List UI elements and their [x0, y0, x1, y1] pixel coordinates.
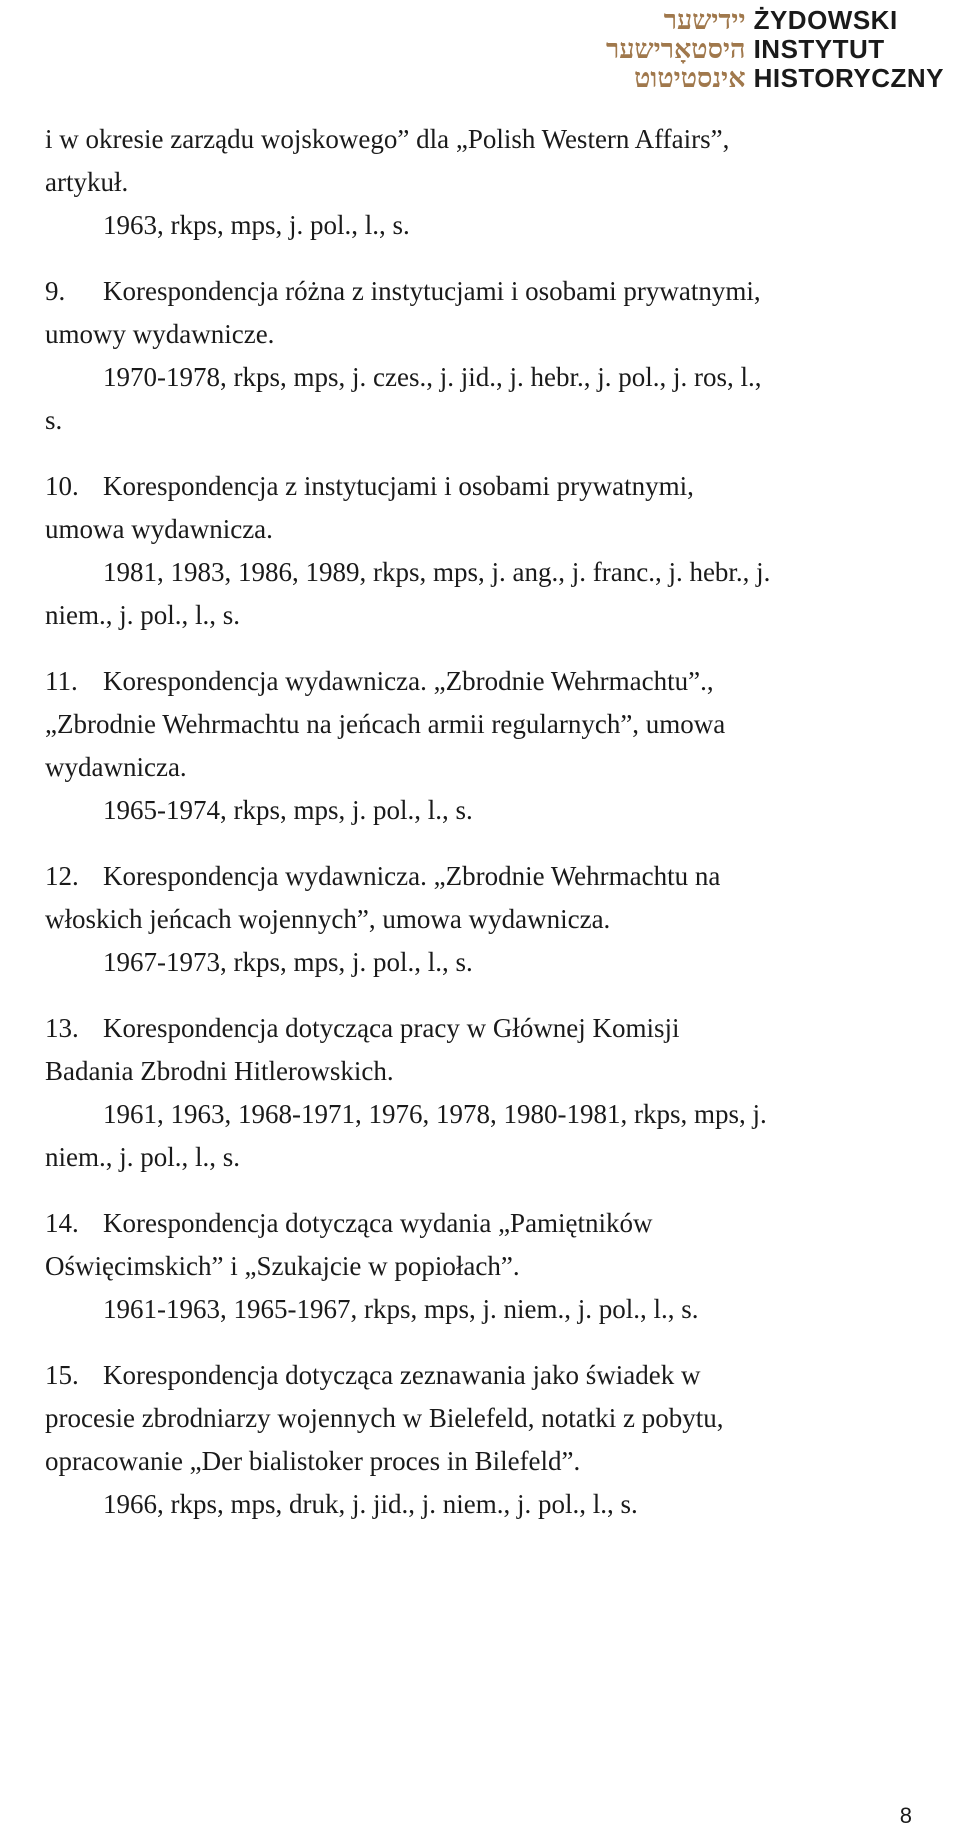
list-item: [45, 855, 915, 984]
entry-title-line: [45, 465, 915, 508]
list-item: [45, 270, 915, 442]
entry-number: 14.: [45, 1208, 79, 1238]
logo-hebrew-line: אינסטיטוט: [634, 63, 746, 94]
entry-title-line: [45, 660, 915, 703]
entry-title-line: opracowanie „Der bialistoker proces in Bilefeld”.: [45, 1446, 581, 1476]
entry-title-line: [45, 855, 915, 898]
list-item: [45, 1354, 915, 1526]
list-item: [45, 465, 915, 637]
list-item: [45, 1202, 915, 1331]
list-item: [45, 1007, 915, 1179]
entry-meta: 1963, rkps, mps, j. pol., l., s.: [103, 210, 410, 240]
entry-meta: 1961, 1963, 1968-1971, 1976, 1978, 1980-1981, rkps, mps, j.: [103, 1099, 767, 1129]
entry-title: Korespondencja różna z instytucjami i osobami prywatnymi,: [103, 276, 761, 306]
entry-title-line: [45, 1007, 915, 1050]
entry-meta: 1965-1974, rkps, mps, j. pol., l., s.: [103, 795, 473, 825]
logo-hebrew-line: יידישער: [663, 5, 746, 36]
entry-title-line: umowy wydawnicze.: [45, 319, 275, 349]
logo-latin-line: ŻYDOWSKI: [753, 5, 898, 35]
entry-number: 10.: [45, 471, 79, 501]
entry-title-line: procesie zbrodniarzy wojennych w Bielefeld, notatki z pobytu,: [45, 1403, 724, 1433]
entry-meta: niem., j. pol., l., s.: [45, 600, 240, 630]
logo-latin-line: INSTYTUT: [753, 34, 885, 64]
entry-number: 15.: [45, 1360, 79, 1390]
logo-latin-text: [754, 6, 944, 93]
entry-number: 11.: [45, 666, 78, 696]
entry-title-line: wydawnicza.: [45, 752, 187, 782]
entry-title-line: umowa wydawnicza.: [45, 514, 273, 544]
page-number: 8: [899, 1803, 912, 1828]
entry-title-line: [45, 270, 915, 313]
logo-hebrew-text: [606, 6, 746, 93]
entry-title: Korespondencja z instytucjami i osobami prywatnymi,: [103, 471, 694, 501]
entry-number: 13.: [45, 1013, 79, 1043]
entry-title: Korespondencja dotycząca wydania „Pamiętników: [103, 1208, 653, 1238]
entry-title-line: włoskich jeńcach wojennych”, umowa wydawnicza.: [45, 904, 611, 934]
entry-meta: 1970-1978, rkps, mps, j. czes., j. jid., j. hebr., j. pol., j. ros, l.,: [103, 362, 762, 392]
entry-title-line: Badania Zbrodni Hitlerowskich.: [45, 1056, 394, 1086]
text-line: artykuł.: [45, 167, 129, 197]
logo-hebrew-line: היסטאָרישער: [605, 34, 746, 65]
list-item: [45, 660, 915, 832]
text-line: i w okresie zarządu wojskowego” dla „Polish Western Affairs”,: [45, 124, 730, 154]
entry-meta: s.: [45, 405, 63, 435]
entry-title-line: „Zbrodnie Wehrmachtu na jeńcach armii regularnych”, umowa: [45, 709, 726, 739]
entry-meta: 1961-1963, 1965-1967, rkps, mps, j. niem., j. pol., l., s.: [103, 1294, 699, 1324]
entry-title: Korespondencja dotycząca zeznawania jako świadek w: [103, 1360, 701, 1390]
document-body: [45, 118, 915, 1526]
entry-title-line: [45, 1202, 915, 1245]
entry-meta: 1967-1973, rkps, mps, j. pol., l., s.: [103, 947, 473, 977]
entry-meta: niem., j. pol., l., s.: [45, 1142, 240, 1172]
intro-block: [45, 118, 915, 247]
entry-number: 12.: [45, 861, 79, 891]
entry-title: Korespondencja dotycząca pracy w Głównej Komisji: [103, 1013, 680, 1043]
entry-meta: 1966, rkps, mps, druk, j. jid., j. niem., j. pol., l., s.: [103, 1489, 638, 1519]
entry-meta: 1981, 1983, 1986, 1989, rkps, mps, j. ang., j. franc., j. hebr., j.: [103, 557, 771, 587]
entries-list: [45, 270, 915, 1526]
logo-latin-line: HISTORYCZNY: [753, 63, 944, 93]
entry-title: Korespondencja wydawnicza. „Zbrodnie Wehrmachtu na: [103, 861, 721, 891]
entry-title-line: [45, 1354, 915, 1397]
entry-title-line: Oświęcimskich” i „Szukajcie w popiołach”.: [45, 1251, 520, 1281]
institute-logo: [606, 6, 944, 93]
entry-number: 9.: [45, 276, 66, 306]
entry-title: Korespondencja wydawnicza. „Zbrodnie Wehrmachtu”.,: [103, 666, 714, 696]
